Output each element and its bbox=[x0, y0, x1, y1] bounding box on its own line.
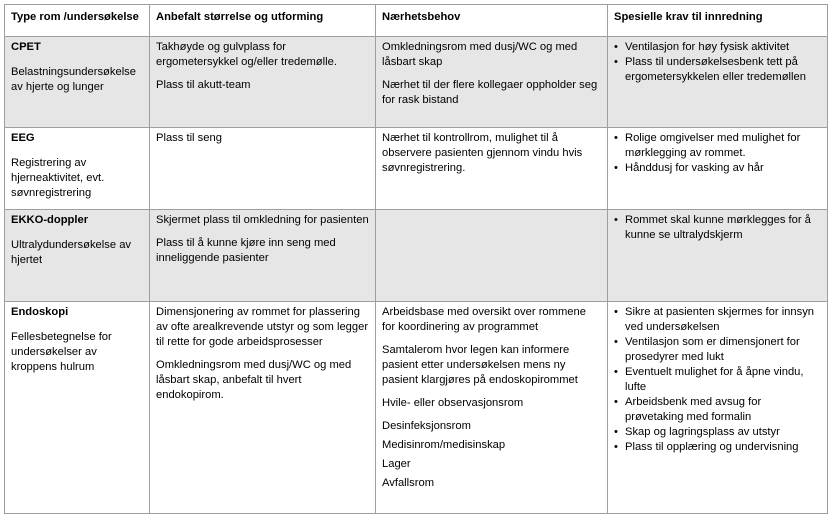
cell-paragraph: Skjermet plass til omkledning for pasienten bbox=[156, 214, 369, 226]
bullet-icon: • bbox=[614, 41, 618, 53]
bullet-icon: • bbox=[614, 56, 618, 68]
requirements-cell bbox=[608, 128, 828, 210]
requirements-list bbox=[614, 305, 821, 455]
list-item: • Eventuelt mulighet for å åpne vindu, lufte bbox=[614, 366, 804, 393]
room-description: Fellesbetegnelse for undersøkelser av kroppens hulrum bbox=[11, 331, 112, 373]
proximity-cell bbox=[376, 302, 608, 514]
room-title: EEG bbox=[11, 132, 35, 144]
list-item: • Skap og lagringsplass av utstyr bbox=[614, 426, 780, 438]
requirements-list bbox=[614, 213, 821, 243]
list-item: • Rolige omgivelser med mulighet for mørklegging av rommet. bbox=[614, 132, 801, 159]
cell-paragraph: Desinfeksjonsrom bbox=[382, 420, 471, 432]
cell-paragraph: Plass til å kunne kjøre inn seng med inneliggende pasienter bbox=[156, 237, 336, 264]
requirements-list bbox=[614, 131, 821, 176]
header-cell: Nærhetsbehov bbox=[376, 5, 608, 37]
bullet-icon: • bbox=[614, 132, 618, 144]
requirements-cell bbox=[608, 210, 828, 302]
size-cell bbox=[150, 37, 376, 128]
cell-paragraph: Plass til seng bbox=[156, 132, 222, 144]
cell-paragraph: Arbeidsbase med oversikt over rommene for koordinering av programmet bbox=[382, 306, 586, 333]
cell-paragraph: Takhøyde og gulvplass for ergometersykkel og/eller tredemølle. bbox=[156, 41, 337, 68]
cell-paragraph: Nærhet til der flere kollegaer oppholder seg for rask bistand bbox=[382, 79, 598, 106]
cell-paragraph: Lager bbox=[382, 458, 411, 470]
bullet-icon: • bbox=[614, 366, 618, 378]
header-cell: Anbefalt størrelse og utforming bbox=[150, 5, 376, 37]
table-row bbox=[5, 302, 828, 514]
cell-paragraph: Avfallsrom bbox=[382, 477, 435, 489]
room-type-cell bbox=[5, 37, 150, 128]
cell-paragraph: Hvile- eller observasjonsrom bbox=[382, 397, 524, 409]
list-item: • Ventilasjon for høy fysisk aktivitet bbox=[614, 41, 790, 53]
bullet-icon: • bbox=[614, 306, 618, 318]
bullet-icon: • bbox=[614, 426, 618, 438]
bullet-icon: • bbox=[614, 162, 618, 174]
bullet-icon: • bbox=[614, 214, 618, 226]
list-item: • Rommet skal kunne mørklegges for å kunne se ultralydskjerm bbox=[614, 214, 811, 241]
room-type-cell bbox=[5, 302, 150, 514]
cell-paragraph: Samtalerom hvor legen kan informere pasient etter undersøkelsen mens ny pasient klargjøres på endoskopirommet bbox=[382, 344, 578, 386]
room-title: Endoskopi bbox=[11, 306, 69, 318]
table-row bbox=[5, 37, 828, 128]
list-item: • Hånddusj for vasking av hår bbox=[614, 162, 764, 174]
header-row bbox=[5, 5, 828, 37]
list-item: • Ventilasjon som er dimensjonert for prosedyrer med lukt bbox=[614, 336, 800, 363]
cell-paragraph: Nærhet til kontrollrom, mulighet til å observere pasienten gjennom vindu hvis søvnregistrering. bbox=[382, 132, 583, 174]
room-description: Ultralydundersøkelse av hjertet bbox=[11, 239, 132, 266]
bullet-icon: • bbox=[614, 441, 618, 453]
cell-paragraph: Omkledningsrom med dusj/WC og med låsbart skap, anbefalt til hvert endokopirom. bbox=[156, 359, 352, 401]
bullet-icon: • bbox=[614, 396, 618, 408]
room-title: CPET bbox=[11, 41, 41, 53]
room-description: Registrering av hjerneaktivitet, evt. søvnregistrering bbox=[11, 157, 105, 199]
room-description: Belastningsundersøkelse av hjerte og lunger bbox=[11, 66, 136, 93]
proximity-cell bbox=[376, 128, 608, 210]
list-item: • Plass til undersøkelsesbenk tett på ergometersykkelen eller tredemøllen bbox=[614, 56, 806, 83]
bullet-icon: • bbox=[614, 336, 618, 348]
list-item: • Sikre at pasienten skjermes for innsyn ved undersøkelsen bbox=[614, 306, 815, 333]
cell-paragraph: Medisinrom/medisinskap bbox=[382, 439, 506, 451]
table-row bbox=[5, 128, 828, 210]
size-cell bbox=[150, 128, 376, 210]
header-cell: Spesielle krav til innredning bbox=[608, 5, 828, 37]
size-cell bbox=[150, 210, 376, 302]
requirements-cell bbox=[608, 37, 828, 128]
cell-paragraph: Plass til akutt-team bbox=[156, 79, 251, 91]
requirements-table bbox=[4, 4, 828, 514]
header-cell: Type rom /undersøkelse bbox=[5, 5, 150, 37]
requirements-list bbox=[614, 40, 821, 85]
list-item: • Plass til opplæring og undervisning bbox=[614, 441, 799, 453]
room-type-cell bbox=[5, 210, 150, 302]
room-title: EKKO-doppler bbox=[11, 214, 89, 226]
requirements-cell bbox=[608, 302, 828, 514]
cell-paragraph: Dimensjonering av rommet for plassering av ofte arealkrevende utstyr og som legger til rette for gode arbeidsprosesser bbox=[156, 306, 369, 348]
list-item: • Arbeidsbenk med avsug for prøvetaking med formalin bbox=[614, 396, 762, 423]
table-row bbox=[5, 210, 828, 302]
cell-paragraph: Omkledningsrom med dusj/WC og med låsbart skap bbox=[382, 41, 578, 68]
proximity-cell bbox=[376, 210, 608, 302]
proximity-cell bbox=[376, 37, 608, 128]
size-cell bbox=[150, 302, 376, 514]
room-type-cell bbox=[5, 128, 150, 210]
